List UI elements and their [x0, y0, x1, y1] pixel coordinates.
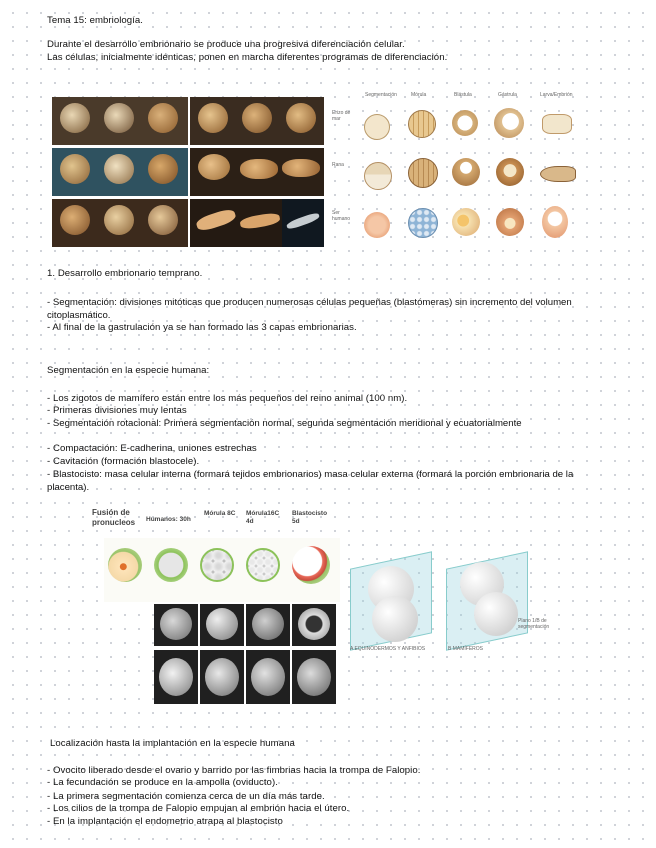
cleavage-planes-diagram — [350, 548, 560, 668]
section3-item-1: - Ovocito liberado desde el ovario y barrido por las fimbrias hacia la trompa de Falopio. — [47, 765, 421, 776]
caption-echinoderms: A EQUINODERMOS Y ANFIBIOS — [350, 646, 426, 652]
stage-header-morula: Mórula — [411, 92, 427, 98]
section3-item-4: - Los cilios de la trompa de Falopio empujan al embrión hacia el útero. — [47, 803, 350, 814]
section2-item-5: - Cavitación (formación blastocele). — [47, 456, 200, 467]
fig2-header-blastocyst: Blastocisto 5d — [292, 510, 328, 525]
section3-item-5: - En la implantación el endometrio atrapa al blastocisto — [47, 816, 283, 827]
section3-heading: Localización hasta la implantación en la especie humana — [50, 738, 295, 749]
stage-header-segmentation: Segmentación — [365, 92, 397, 98]
section2-item-3: - Segmentación rotacional: Primera segmentación normal, segunda segmentación meridional y ecuatorialmente — [47, 418, 522, 429]
section3-item-3: - La primera segmentación comienza cerca de un día más tarde. — [47, 791, 325, 802]
row-label-frog: Rana — [332, 162, 344, 168]
fig2-header-morula16c: Mórula16C 4d — [246, 510, 280, 525]
fig2-header-fusion: Fusión de pronucleos — [92, 508, 136, 527]
page-title: Tema 15: embriología. — [47, 15, 143, 26]
section1-item-1: - Segmentación: divisiones mitóticas que producen numerosas células pequeñas (blastómeras) sin incremento del volumen citoplasmático. — [47, 297, 572, 321]
section2-item-1: - Los zigotos de mamífero están entre los más pequeños del reino animal (100 nm). — [47, 393, 408, 404]
fig2-header-morula8c: Mórula 8C — [204, 510, 236, 517]
section2-heading: Segmentación en la especie humana: — [47, 365, 210, 376]
embryo-photo-grid-left — [52, 97, 188, 247]
development-stages-diagram — [330, 92, 590, 252]
stage-header-gastrula: Gástrula — [498, 92, 517, 98]
row-label-human: Ser humano — [332, 210, 351, 222]
intro-line-2: Las células, inicialmente idénticas, ponen en marcha diferentes programas de diferenciación. — [47, 52, 448, 63]
stage-header-larva: Larva/Embrión — [540, 92, 573, 98]
row-label-sea-urchin: Erizo de mar — [332, 110, 351, 122]
fig2-header-humans: Humanos: 30h — [146, 516, 191, 523]
section2-item-6: - Blastocisto: masa celular interna (formará tejidos embrionarios) masa celular externa (formará la porción embrionaria de la placenta). — [47, 469, 574, 493]
section1-item-2: - Al final de la gastrulación ya se han formado las 3 capas embrionarias. — [47, 322, 357, 333]
section3-item-2: - La fecundación se produce en la ampolla (oviducto). — [47, 777, 278, 788]
embryo-photo-grid-middle — [190, 97, 324, 247]
intro-line-1: Durante el desarrollo embrionario se produce una progresiva diferenciación celular. — [47, 39, 405, 50]
section1-heading: 1. Desarrollo embrionario temprano. — [47, 268, 203, 279]
section2-item-4: - Compactación: E-cadherina, uniones estrechas — [47, 443, 257, 454]
caption-cleavage-plane: Plano 1/B de segmentación — [518, 618, 550, 630]
human-development-figure — [92, 508, 342, 706]
section2-item-2: - Primeras divisiones muy lentas — [47, 405, 187, 416]
caption-mammals: B MAMÍFEROS — [448, 646, 484, 652]
stage-header-blastula: Blástula — [454, 92, 472, 98]
